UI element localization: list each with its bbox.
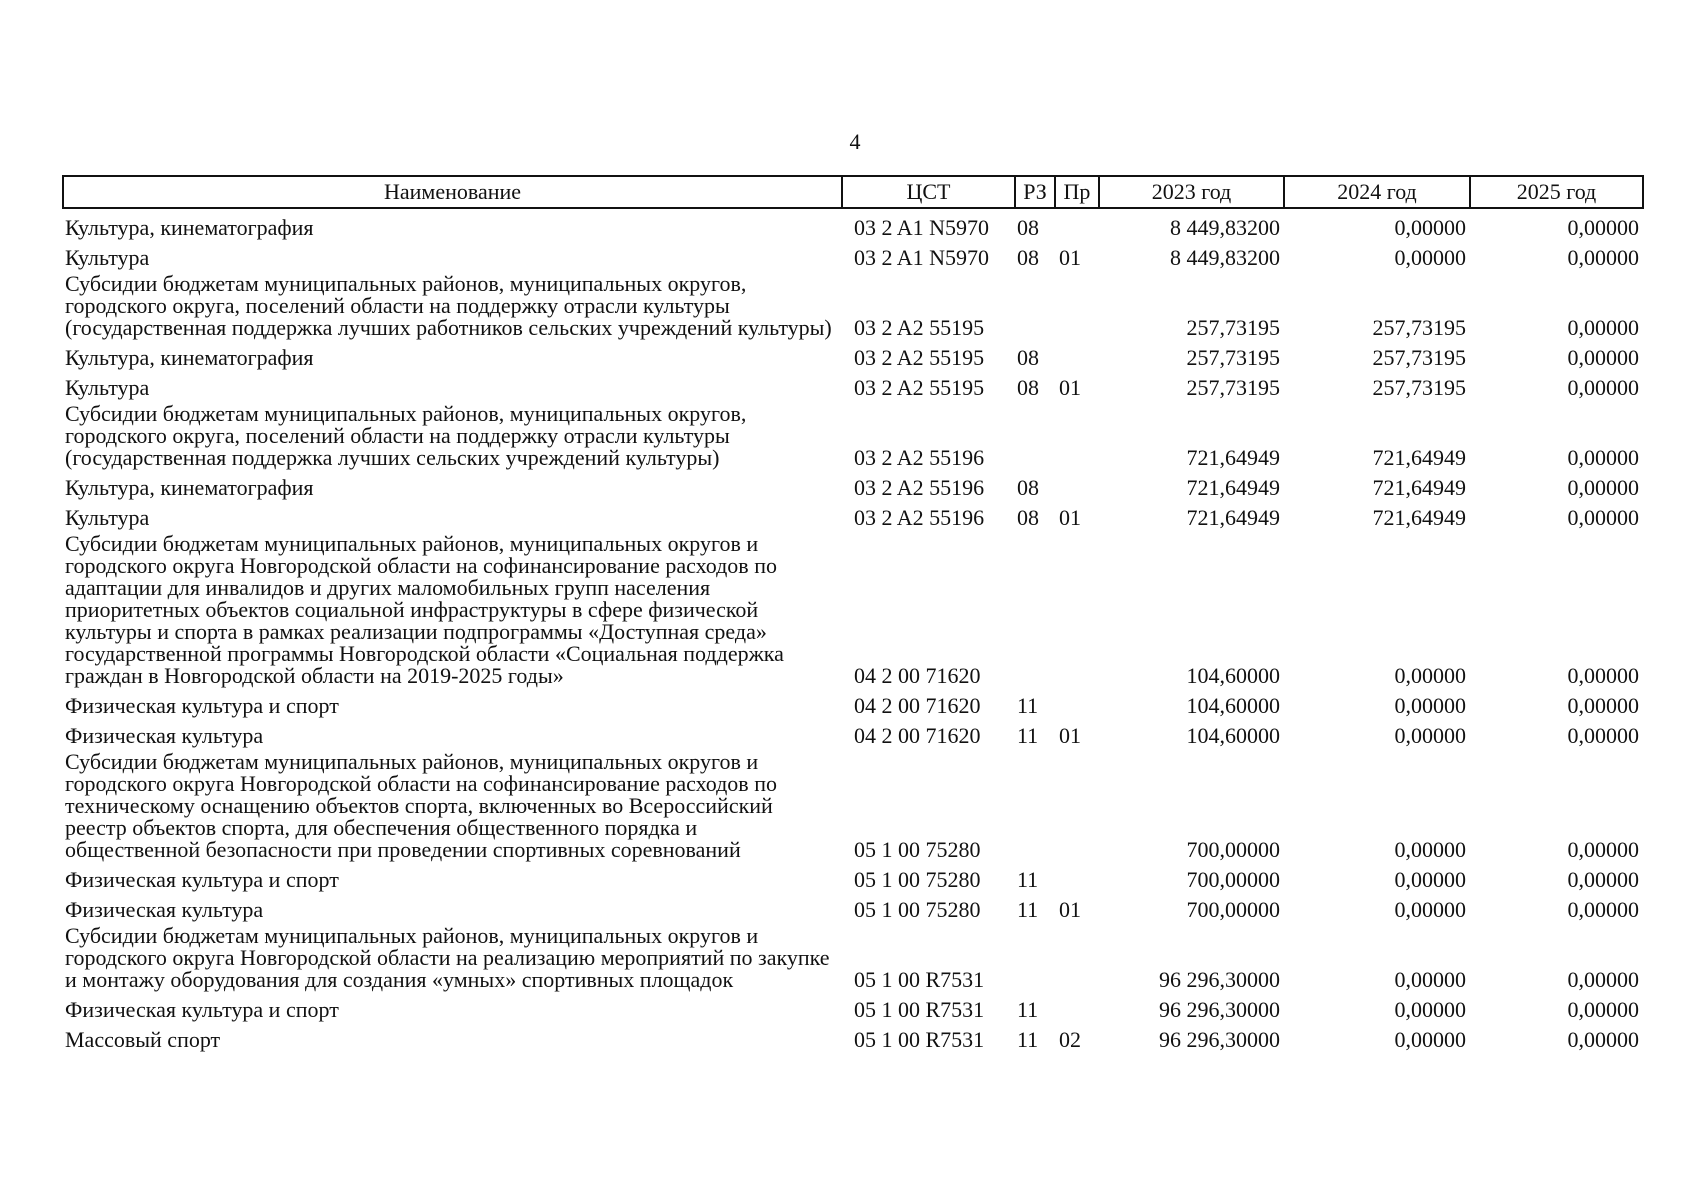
row-name: Субсидии бюджетам муниципальных районов, муниципальных округов, городского округа, поселений области на поддержку отрасли культуры (государственная поддержка лучших сельских учреждений культуры) (65, 401, 747, 470)
row-pr (1055, 687, 1099, 717)
row-2024-value: 0,00000 (1394, 967, 1466, 992)
row-2023-value: 104,60000 (1186, 723, 1280, 748)
row-name: Культура, кинематография (65, 345, 314, 370)
row-name: Физическая культура (65, 723, 264, 748)
row-rz (1015, 529, 1055, 687)
table-row (63, 369, 1643, 399)
row-2025-value: 0,00000 (1567, 1027, 1639, 1052)
header-2025: 2025 год (1470, 176, 1643, 208)
row-2023-value: 257,73195 (1186, 315, 1280, 340)
row-2023-value: 257,73195 (1186, 375, 1280, 400)
table-row (63, 991, 1643, 1021)
row-pr (1055, 529, 1099, 687)
row-2025-value: 0,00000 (1567, 693, 1639, 718)
row-rz: 08 (1017, 375, 1039, 400)
row-2024-value: 721,64949 (1372, 475, 1466, 500)
row-2024-value: 0,00000 (1394, 693, 1466, 718)
row-name: Культура (65, 375, 150, 400)
row-pr (1055, 861, 1099, 891)
table-row (63, 861, 1643, 891)
row-cst: 04 2 00 71620 (854, 693, 981, 718)
row-2023-value: 96 296,30000 (1159, 967, 1280, 992)
row-2024-value: 721,64949 (1372, 505, 1466, 530)
row-2023-value: 721,64949 (1186, 475, 1280, 500)
header-2024: 2024 год (1284, 176, 1470, 208)
row-cst: 05 1 00 R7531 (854, 997, 985, 1022)
row-cst: 03 2 A2 55196 (854, 475, 985, 500)
row-name: Физическая культура и спорт (65, 867, 339, 892)
row-cst: 03 2 A2 55195 (854, 375, 985, 400)
row-2024-value: 257,73195 (1372, 315, 1466, 340)
row-pr (1055, 269, 1099, 339)
row-2025-value: 0,00000 (1567, 475, 1639, 500)
table-row (63, 529, 1643, 687)
row-pr (1055, 339, 1099, 369)
row-rz: 08 (1017, 505, 1039, 530)
row-pr (1055, 208, 1099, 239)
row-name: Физическая культура (65, 897, 264, 922)
row-2024-value: 257,73195 (1372, 345, 1466, 370)
table-row (63, 717, 1643, 747)
row-cst: 05 1 00 75280 (854, 867, 981, 892)
row-name: Субсидии бюджетам муниципальных районов, муниципальных округов и городского округа Новгородской области на реализацию мероприятий по закупке и монтажу оборудования для создания «умных» спортивных площадок (65, 923, 830, 992)
row-rz (1015, 269, 1055, 339)
row-cst: 04 2 00 71620 (854, 723, 981, 748)
row-cst: 05 1 00 75280 (854, 837, 981, 862)
table-row (63, 239, 1643, 269)
row-cst: 03 2 A2 55195 (854, 345, 985, 370)
header-2023: 2023 год (1099, 176, 1284, 208)
row-2023-value: 700,00000 (1186, 897, 1280, 922)
row-2025-value: 0,00000 (1567, 375, 1639, 400)
row-name: Физическая культура и спорт (65, 693, 339, 718)
row-pr: 02 (1059, 1027, 1081, 1052)
row-2024-value: 257,73195 (1372, 375, 1466, 400)
row-2025-value: 0,00000 (1567, 723, 1639, 748)
page-number: 4 (849, 129, 861, 154)
row-name: Культура (65, 505, 150, 530)
row-name: Культура, кинематография (65, 475, 314, 500)
budget-table (62, 175, 1644, 1051)
row-2025-value: 0,00000 (1567, 345, 1639, 370)
row-cst: 04 2 00 71620 (854, 663, 981, 688)
row-name: Массовый спорт (65, 1027, 221, 1052)
header-pr: Пр (1055, 176, 1099, 208)
header-cst: ЦСТ (842, 176, 1015, 208)
header-rz: РЗ (1015, 176, 1055, 208)
row-2023-value: 8 449,83200 (1170, 215, 1280, 240)
row-pr: 01 (1059, 723, 1081, 748)
row-2025-value: 0,00000 (1567, 897, 1639, 922)
row-2024-value: 0,00000 (1394, 867, 1466, 892)
row-2025-value: 0,00000 (1567, 245, 1639, 270)
row-cst: 03 2 A2 55195 (854, 315, 985, 340)
row-rz: 08 (1017, 215, 1039, 240)
table-row (63, 891, 1643, 921)
row-cst: 03 2 A2 55196 (854, 445, 985, 470)
row-cst: 03 2 A1 N5970 (854, 215, 990, 240)
row-cst: 05 1 00 R7531 (854, 1027, 985, 1052)
row-rz: 11 (1017, 867, 1039, 892)
row-2023-value: 700,00000 (1186, 867, 1280, 892)
table-row (63, 747, 1643, 861)
row-2024-value: 0,00000 (1394, 837, 1466, 862)
row-name: Физическая культура и спорт (65, 997, 339, 1022)
table-body (63, 208, 1643, 1051)
row-2023-value: 257,73195 (1186, 345, 1280, 370)
row-name: Субсидии бюджетам муниципальных районов, муниципальных округов и городского округа Новгородской области на софинансирование расходов по техническому оснащению объектов спорта, включенных во Всероссийский реестр объектов спорта, для обеспечения общественного порядка и общественной безопасности при проведении спортивных соревнований (65, 749, 777, 862)
row-pr (1055, 991, 1099, 1021)
row-rz: 11 (1017, 897, 1039, 922)
row-cst: 03 2 A2 55196 (854, 505, 985, 530)
row-2025-value: 0,00000 (1567, 837, 1639, 862)
row-2024-value: 0,00000 (1394, 1027, 1466, 1052)
row-2025-value: 0,00000 (1567, 663, 1639, 688)
row-2025-value: 0,00000 (1567, 445, 1639, 470)
row-rz: 08 (1017, 475, 1039, 500)
table-row (63, 399, 1643, 469)
row-2024-value: 0,00000 (1394, 215, 1466, 240)
row-2025-value: 0,00000 (1567, 215, 1639, 240)
row-2023-value: 96 296,30000 (1159, 997, 1280, 1022)
row-pr (1055, 921, 1099, 991)
row-2024-value: 0,00000 (1394, 897, 1466, 922)
row-2025-value: 0,00000 (1567, 505, 1639, 530)
row-rz: 11 (1017, 997, 1039, 1022)
table-row (63, 339, 1643, 369)
row-2025-value: 0,00000 (1567, 315, 1639, 340)
row-2023-value: 700,00000 (1186, 837, 1280, 862)
row-rz: 08 (1017, 345, 1039, 370)
row-2024-value: 721,64949 (1372, 445, 1466, 470)
row-pr (1055, 747, 1099, 861)
table-header-row (63, 176, 1643, 208)
row-cst: 05 1 00 R7531 (854, 967, 985, 992)
row-2023-value: 104,60000 (1186, 663, 1280, 688)
row-pr: 01 (1059, 897, 1081, 922)
table-row (63, 208, 1643, 239)
table-row (63, 469, 1643, 499)
row-pr (1055, 399, 1099, 469)
row-2025-value: 0,00000 (1567, 867, 1639, 892)
row-2023-value: 104,60000 (1186, 693, 1280, 718)
table-row (63, 499, 1643, 529)
row-rz (1015, 921, 1055, 991)
row-name: Субсидии бюджетам муниципальных районов, муниципальных округов и городского округа Новгородской области на софинансирование расходов по адаптации для инвалидов и других маломобильных групп населения приоритетных объектов социальной инфраструктуры в сфере физической культуры и спорта в рамках реализации подпрограммы «Доступная среда» государственной программы Новгородской области «Социальная поддержка граждан в Новгородской области на 2019-2025 годы» (65, 531, 784, 688)
row-rz: 11 (1017, 693, 1039, 718)
row-2024-value: 0,00000 (1394, 245, 1466, 270)
row-2024-value: 0,00000 (1394, 997, 1466, 1022)
row-pr: 01 (1059, 375, 1081, 400)
table-row (63, 269, 1643, 339)
row-name: Субсидии бюджетам муниципальных районов, муниципальных округов, городского округа, поселений области на поддержку отрасли культуры (государственная поддержка лучших работников сельских учреждений культуры) (65, 271, 832, 340)
row-2025-value: 0,00000 (1567, 967, 1639, 992)
row-pr: 01 (1059, 505, 1081, 530)
header-name: Наименование (63, 176, 842, 208)
row-cst: 03 2 A1 N5970 (854, 245, 990, 270)
row-rz: 11 (1017, 723, 1039, 748)
row-rz (1015, 747, 1055, 861)
row-name: Культура (65, 245, 150, 270)
row-pr: 01 (1059, 245, 1081, 270)
row-2023-value: 96 296,30000 (1159, 1027, 1280, 1052)
table-row (63, 921, 1643, 991)
row-2025-value: 0,00000 (1567, 997, 1639, 1022)
row-2024-value: 0,00000 (1394, 663, 1466, 688)
table-row (63, 687, 1643, 717)
row-rz: 08 (1017, 245, 1039, 270)
row-2023-value: 721,64949 (1186, 445, 1280, 470)
row-pr (1055, 469, 1099, 499)
row-2023-value: 721,64949 (1186, 505, 1280, 530)
row-2024-value: 0,00000 (1394, 723, 1466, 748)
row-rz: 11 (1017, 1027, 1039, 1052)
row-2023-value: 8 449,83200 (1170, 245, 1280, 270)
row-name: Культура, кинематография (65, 215, 314, 240)
row-rz (1015, 399, 1055, 469)
row-cst: 05 1 00 75280 (854, 897, 981, 922)
table-row (63, 1021, 1643, 1051)
